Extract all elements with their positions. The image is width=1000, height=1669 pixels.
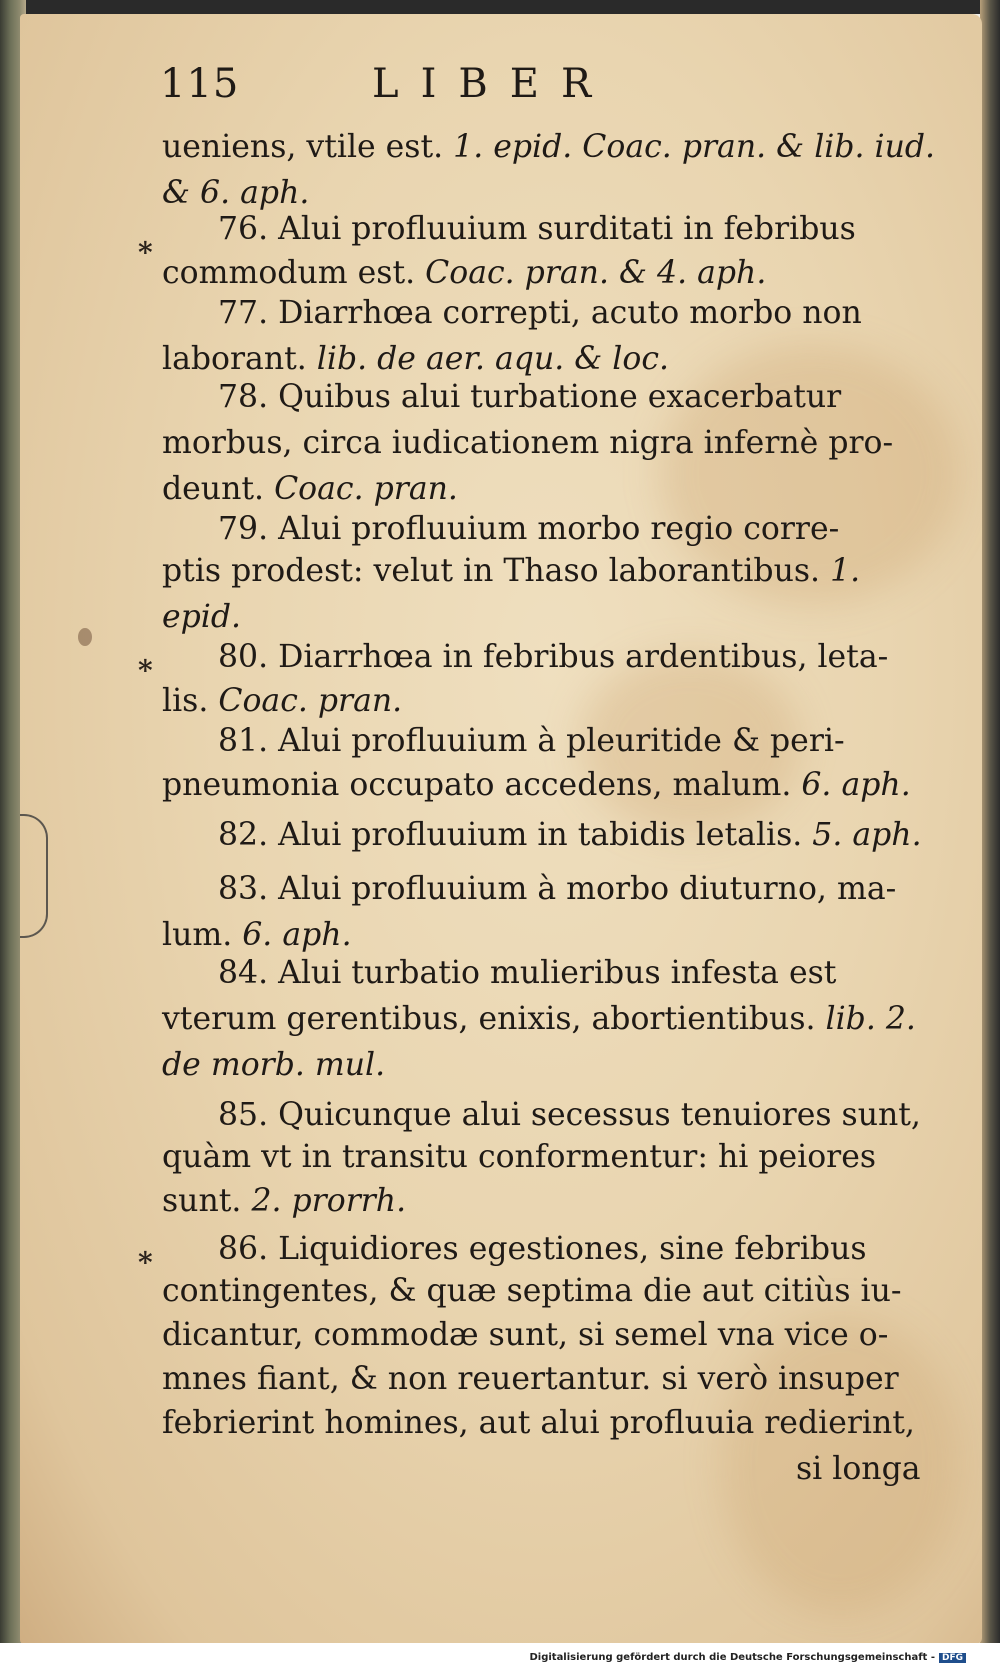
text-line: 81. Alui profluuium à pleuritide & peri-	[218, 723, 845, 759]
marginal-asterisk: *	[138, 236, 153, 269]
text-line: vterum gerentibus, enixis, abortientibus. lib. 2.	[162, 1001, 916, 1037]
page-text	[20, 14, 982, 1644]
citation: de morb. mul.	[162, 1047, 386, 1083]
text-line: deunt. Coac. pran.	[162, 471, 458, 507]
text-line: 84. Alui turbatio mulieribus infesta est	[218, 955, 837, 991]
text-line: 79. Alui profluuium morbo regio corre-	[218, 511, 840, 547]
text-line: sunt. 2. prorrh.	[162, 1183, 407, 1219]
digitization-credit	[529, 1652, 966, 1663]
text-line: lum. 6. aph.	[162, 917, 352, 953]
page-right-edge	[980, 0, 1000, 1669]
dfg-logo: DFG	[939, 1653, 966, 1663]
citation: Coac. pran. & 4. aph.	[425, 255, 767, 291]
citation: lib. de aer. aqu. & loc.	[316, 341, 670, 377]
text-line	[162, 175, 310, 211]
marginal-asterisk: *	[138, 654, 153, 687]
text-line: 77. Diarrhœa correpti, acuto morbo non	[218, 295, 862, 331]
text-line: commodum est. Coac. pran. & 4. aph.	[162, 255, 767, 291]
citation: lib. 2.	[825, 1001, 916, 1037]
citation: & 6. aph.	[162, 175, 310, 211]
running-head: LIBER	[372, 61, 614, 107]
text-line: 83. Alui profluuium à morbo diuturno, ma-	[218, 871, 897, 907]
text-line: 78. Quibus alui turbatione exacerbatur	[218, 379, 842, 415]
text-line: dicantur, commodæ sunt, si semel vna vice o-	[162, 1317, 889, 1353]
citation: Coac. pran.	[218, 683, 403, 719]
text-line: quàm vt in transitu conformentur: hi peiores	[162, 1139, 877, 1175]
text-line: 85. Quicunque alui secessus tenuiores sunt,	[218, 1097, 921, 1133]
text-line: ueniens, vtile est. 1. epid. Coac. pran. & lib. iud.	[162, 129, 936, 165]
citation: Coac. pran.	[274, 471, 458, 507]
text-line: pneumonia occupato accedens, malum. 6. aph.	[162, 767, 911, 803]
citation: 1. epid. Coac. pran. & lib. iud.	[453, 129, 936, 165]
book-page	[20, 14, 982, 1644]
marginal-asterisk: *	[138, 1246, 153, 1279]
text-line: 82. Alui profluuium in tabidis letalis. 5. aph.	[218, 817, 922, 853]
citation: epid.	[162, 599, 242, 635]
text-line: 86. Liquidiores egestiones, sine febribus	[218, 1231, 867, 1267]
footer-strip	[0, 1643, 1000, 1669]
text-line: mnes fiant, & non reuertantur. si verò insuper	[162, 1361, 899, 1397]
scan-top-border	[0, 0, 1000, 14]
text-line: 76. Alui profluuium surditati in febribus	[218, 211, 856, 247]
text-line: febrierint homines, aut alui profluuia redierint,	[162, 1405, 915, 1441]
citation: 6. aph.	[801, 767, 911, 803]
credit-text: Digitalisierung gefördert durch die Deutsche Forschungsgemeinschaft -	[529, 1652, 935, 1663]
text-line	[162, 599, 242, 635]
text-line: 80. Diarrhœa in febribus ardentibus, leta-	[218, 639, 889, 675]
citation: 1.	[830, 553, 861, 589]
text-line: morbus, circa iudicationem nigra infernè pro-	[162, 425, 894, 461]
catchword-line: si longa	[796, 1451, 921, 1487]
text-line	[162, 1047, 386, 1083]
text-line: contingentes, & quæ septima die aut citiùs iu-	[162, 1273, 902, 1309]
text-line: lis. Coac. pran.	[162, 683, 403, 719]
citation: 2. prorrh.	[251, 1183, 407, 1219]
citation: 6. aph.	[242, 917, 352, 953]
text-line: ptis prodest: velut in Thaso laborantibus. 1.	[162, 553, 861, 589]
text-line: laborant. lib. de aer. aqu. & loc.	[162, 341, 670, 377]
page-number: 115	[160, 61, 240, 107]
citation: 5. aph.	[812, 817, 922, 853]
